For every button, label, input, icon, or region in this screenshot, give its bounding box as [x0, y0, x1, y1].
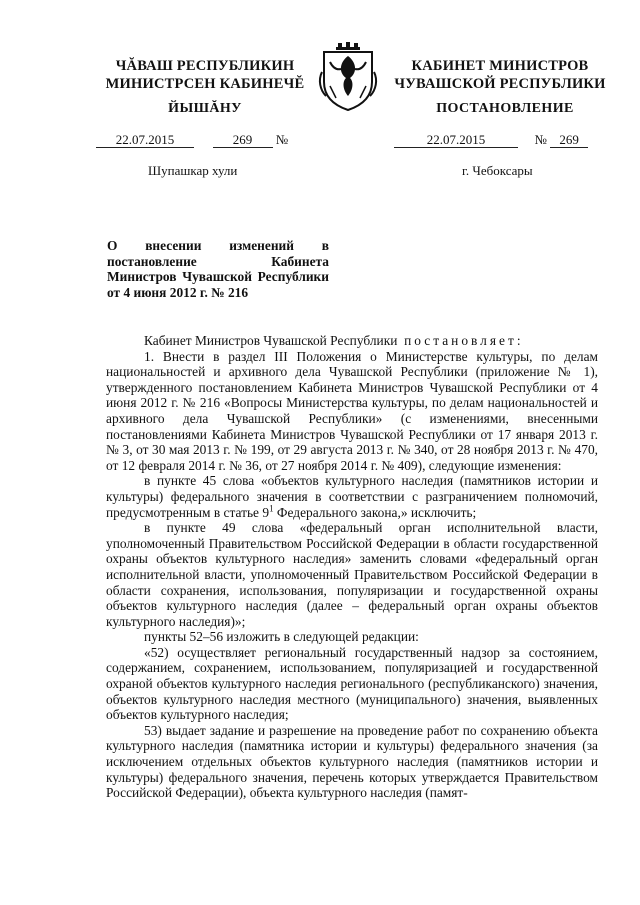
- right-doc-type: ПОСТАНОВЛЕНИЕ: [436, 101, 574, 116]
- right-org-name: [385, 57, 615, 93]
- p2-superscript: 1: [269, 503, 274, 514]
- right-number-sign: №: [534, 132, 547, 147]
- right-org-line-2: ЧУВАШСКОЙ РЕСПУБЛИКИ: [394, 76, 606, 92]
- right-date: 22.07.2015: [394, 133, 518, 148]
- p2-text-before-sup: в пункте 45 слова «объектов культурного наследия (памятников истории и культуры) федерального значения в соответствии с разграничением полномочий, предусмотренным в статье 9: [106, 473, 598, 520]
- left-doc-type: ЙЫШĂНУ: [168, 101, 242, 116]
- right-org-line-1: КАБИНЕТ МИНИСТРОВ: [411, 58, 589, 74]
- intro-lead: Кабинет Министров Чувашской Республики: [144, 333, 398, 348]
- intro-paragraph: [106, 333, 598, 349]
- place-left: Шупашкар хули: [148, 163, 238, 178]
- right-number: 269: [550, 133, 588, 148]
- paragraph-6: 53) выдает задание и разрешение на проведение работ по сохранению объекта культурного наследия (памятника истории и культуры) федерального значения (за исключением отдельных объектов культурного наследия (памятников истории и культуры) федерального значения, перечень которых утверждается Правительством Российской Федерации), объекта культурного наследия (памят-: [106, 722, 598, 801]
- left-date-number-line: [96, 132, 288, 148]
- document-title: О внесении изменений в постановление Кабинета Министров Чувашской Республики от 4 июня 2012 г. № 216: [107, 238, 329, 300]
- paragraph-5: «52) осуществляет региональный государственный надзор за состоянием, содержанием, сохранением, использованием, популяризацией и государственной охраной объектов культурного наследия регионального (республиканского) значения, объектов культурного наследия местного (муниципального) значения, выявленных объектов культурного наследия;: [106, 644, 598, 723]
- document-body: [106, 333, 598, 801]
- left-org-name: [100, 57, 310, 93]
- place-right: г. Чебоксары: [462, 163, 533, 178]
- p2-text-after-sup: Федерального закона,» исключить;: [273, 504, 477, 520]
- left-number: 269: [213, 133, 273, 148]
- paragraph-1: 1. Внести в раздел III Положения о Министерстве культуры, по делам национальностей и архивного дела Чувашской Республики (приложение № 1), утвержденного постановлением Кабинета Министров Чувашской Республики от 4 июня 2012 г. № 216 «Вопросы Министерства культуры, по делам национальностей и архивного дела Чувашской Республики» (с изменениями, внесенными постановлениями Кабинета Министров Чувашской Республики от 17 января 2013 г. № 3, от 30 мая 2013 г. № 199, от 29 августа 2013 г. № 340, от 28 ноября 2013 г. № 470, от 12 февраля 2014 г. № 36, от 27 ноября 2014 г. № 409), следующие изменения:: [106, 348, 598, 473]
- paragraph-3: в пункте 49 слова «федеральный орган исполнительной власти, уполномоченный Правительством Российской Федерации в области государственной охраны объектов культурного наследия» заменить словами «федеральный орган исполнительной власти, уполномоченный Правительством Российской Федерации в области сохранения, использования, популяризации и государственной охраны объектов культурного наследия (далее – федеральный орган охраны объектов культурного наследия)»;: [106, 520, 598, 629]
- left-number-sign: №: [275, 132, 289, 147]
- left-date: 22.07.2015: [96, 133, 194, 148]
- paragraph-2: [106, 473, 598, 520]
- intro-verb: постановляет:: [404, 333, 524, 348]
- chuvash-emblem-icon: [316, 42, 380, 112]
- left-org-line-1: ЧĂВАШ РЕСПУБЛИКИН: [115, 58, 295, 74]
- left-org-line-2: МИНИСТРСЕН КАБИНЕЧĔ: [105, 76, 305, 92]
- paragraph-4: пункты 52–56 изложить в следующей редакции:: [144, 629, 419, 645]
- right-date-number-line: [394, 132, 588, 148]
